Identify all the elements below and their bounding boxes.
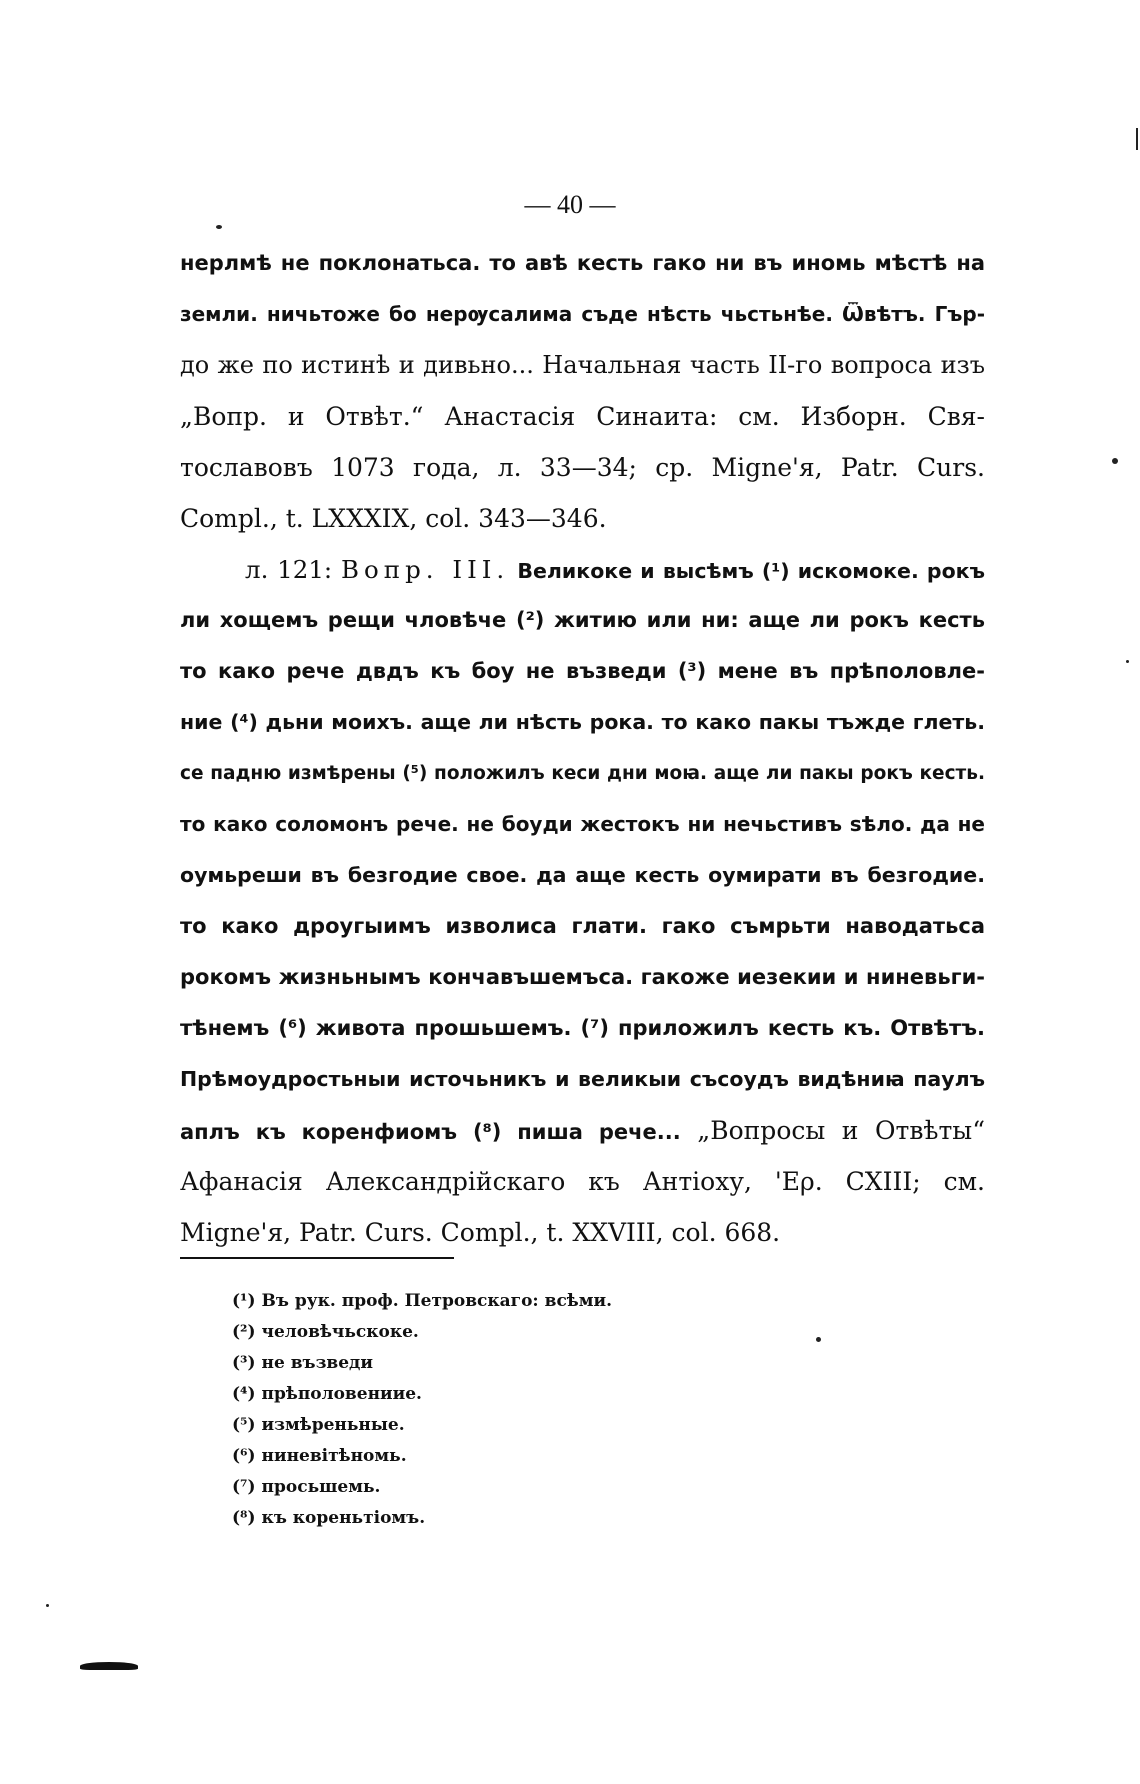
text-line: ние (⁴) дьни моихъ. аще ли нѣсть рока. то како пакы тъжде глеть. <box>180 710 985 734</box>
text-line: земли. ничьтоже бо нерѹсалима съде нѣсть чьстьнѣе. Ѿвѣтъ. Гър- <box>180 302 985 326</box>
text-line: до же по истинѣ и дивьно... Начальная часть II-го вопроса изъ <box>180 351 985 379</box>
footnote <box>232 1348 832 1379</box>
footnote-marker: (⁸) <box>232 1508 256 1528</box>
footnote-marker: (⁷) <box>232 1477 256 1497</box>
text-line: то како дроугыимъ изволиса глати. гако съмрьти наводатьса <box>180 914 985 938</box>
text-line: ли хощемъ рещи чловѣче (²) житию или ни: аще ли рокъ кесть <box>180 608 985 632</box>
text-line: тославовъ 1073 года, л. 33—34; ср. Migne'я, Patr. Curs. <box>180 453 985 482</box>
footnote-marker: (¹) <box>232 1291 256 1311</box>
footnote-marker: (²) <box>232 1322 256 1342</box>
scan-speck <box>216 225 222 229</box>
footnote-marker: (⁶) <box>232 1446 256 1466</box>
text-line: рокомъ жизньнымъ кончавъшемъса. гакоже иезекии и ниневьги- <box>180 965 985 989</box>
text-line: „Вопр. и Отвѣт.“ Анастасія Синаита: см. Изборн. Свя- <box>180 402 985 431</box>
footnote <box>232 1441 832 1472</box>
footnote-text: прѣполовениие. <box>261 1384 422 1404</box>
text-line: Migne'я, Patr. Curs. Compl., t. XXVIII, col. 668. <box>180 1218 781 1247</box>
text-line: Афанасія Александрійскаго къ Антіоху, 'Ερ. CXIII; см. <box>180 1167 985 1196</box>
footnote-text: ниневітѣномь. <box>261 1446 407 1466</box>
footnote <box>232 1503 832 1534</box>
footnote <box>232 1379 832 1410</box>
scan-speck <box>1126 660 1129 663</box>
scan-speck <box>46 1604 49 1607</box>
footnotes <box>232 1286 832 1534</box>
scan-speck <box>1112 458 1118 464</box>
scan-speck <box>1136 128 1138 150</box>
text-line: се падню измѣрены (⁵) положилъ кеси дни моꙗ. аще ли пакы рокъ кесть. <box>180 763 985 784</box>
footnote <box>232 1286 832 1317</box>
footnote-text: просьшемь. <box>261 1477 381 1497</box>
text-line: Compl., t. LXXXIX, col. 343—346. <box>180 504 607 533</box>
footnote-marker: (³) <box>232 1353 256 1373</box>
footnote <box>232 1317 832 1348</box>
text-line: оумьреши въ безгодие свое. да аще кесть оумирати въ безгодие. <box>180 863 985 887</box>
scan-smudge <box>80 1662 138 1670</box>
page-number: — 40 — <box>524 190 616 219</box>
footnote-marker: (⁴) <box>232 1384 256 1404</box>
text-line: то како соломонъ рече. не боуди жестокъ ни нечьстивъ ѕѣло. да не <box>180 812 985 836</box>
footnote-divider <box>180 1257 454 1259</box>
text-line: тѣнемъ (⁶) живота прошьшемъ. (⁷) приложилъ кесть къ. Отвѣтъ. <box>180 1016 985 1040</box>
footnote-text: Въ рук. проф. Петровскаго: всѣми. <box>261 1291 613 1311</box>
footnote-marker: (⁵) <box>232 1415 256 1435</box>
folio-reference: л. 121: <box>245 555 342 584</box>
text-line: Прѣмоудростьныи источьникъ и великыи съсоудъ видѣниꙗ паулъ <box>180 1067 985 1091</box>
footnote-text: къ кореньтіомъ. <box>261 1508 426 1528</box>
footnote-text: не възведи <box>261 1353 373 1373</box>
footnote <box>232 1410 832 1441</box>
footnote <box>232 1472 832 1503</box>
title-quote: „Вопросы и Отвѣты“ <box>680 1116 985 1145</box>
scan-speck <box>816 1337 821 1342</box>
slavonic-text: аплъ къ коренфиомъ (⁸) пиша рече... <box>180 1120 681 1144</box>
text-line-question-heading <box>180 544 985 595</box>
text-line: то како рече двдъ къ боу не възведи (³) мене въ прѣполовле- <box>180 659 985 683</box>
footnote-text: измѣреньные. <box>261 1415 405 1435</box>
question-label: Вопр. III. <box>341 555 510 584</box>
text-line: нерлмѣ не поклонатьса. то авѣ кесть гако ни въ иномь мѣстѣ на <box>180 251 985 275</box>
text-line-mixed <box>180 1105 985 1156</box>
slavonic-text: Великоке и высѣмъ (¹) искомоке. рокъ <box>509 559 985 583</box>
footnote-text: человѣчьскоке. <box>261 1322 419 1342</box>
main-text <box>180 238 985 1258</box>
